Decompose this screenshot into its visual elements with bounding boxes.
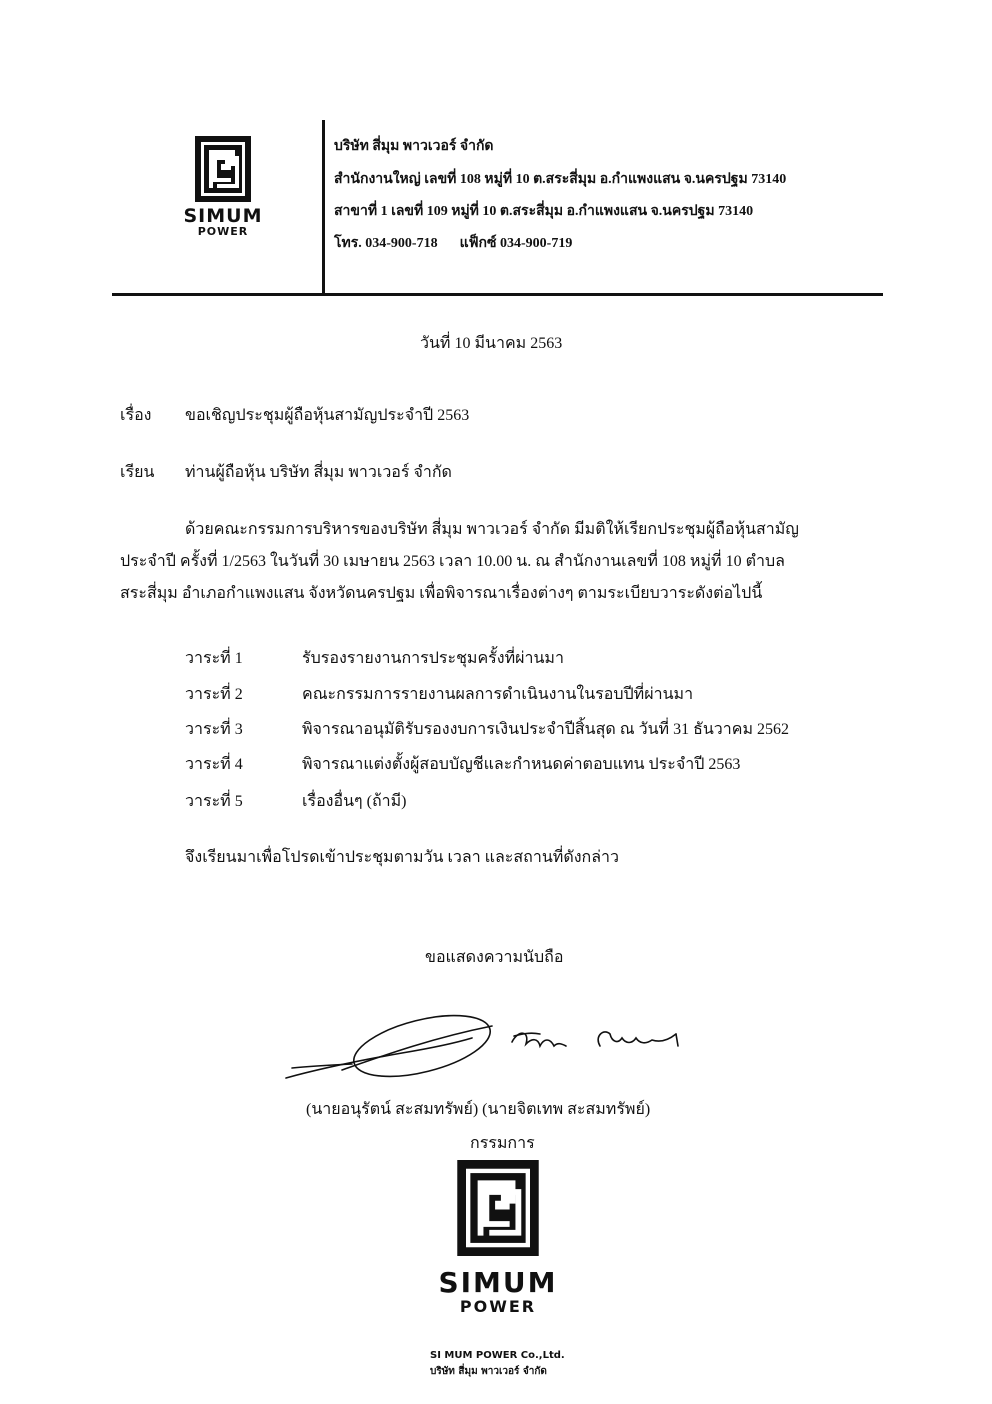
subject-label: เรื่อง — [120, 407, 152, 424]
recipient-label: เรียน — [120, 464, 155, 481]
branch-address: สาขาที่ 1 เลขที่ 109 หมู่ที่ 10 ต.สระสี่มุม อ.กำแพงแสน จ.นครปฐม 73140 — [334, 204, 754, 219]
paragraph-line: สระสี่มุม อำเภอกำแพงแสน จังหวัดนครปฐม เพื่อพิจารณาเรื่องต่างๆ ตามระเบียบวาระดังต่อไปนี้ — [120, 585, 763, 602]
stamp-word-simum: SIMUM — [438, 1266, 558, 1299]
regards: ขอแสดงความนับถือ — [425, 949, 564, 966]
agenda-number: วาระที่ 4 — [185, 756, 243, 773]
simum-logo-icon — [195, 136, 251, 202]
agenda-number: วาระที่ 1 — [185, 650, 243, 667]
agenda-text: รับรองรายงานการประชุมครั้งที่ผ่านมา — [302, 650, 564, 667]
head-office-address: สำนักงานใหญ่ เลขที่ 108 หมู่ที่ 10 ต.สระสี่มุม อ.กำแพงแสน จ.นครปฐม 73140 — [334, 172, 787, 187]
signer-names: (นายอนุรัตน์ สะสมทรัพย์) (นายจิตเทพ สะสมทรัพย์) — [306, 1101, 651, 1118]
handwritten-signatures — [282, 1008, 702, 1083]
letter-date: วันที่ 10 มีนาคม 2563 — [420, 335, 563, 352]
recipient-text: ท่านผู้ถือหุ้น บริษัท สี่มุม พาวเวอร์ จำกัด — [185, 464, 452, 481]
telephone: โทร. 034-900-718 — [334, 236, 438, 251]
agenda-number: วาระที่ 2 — [185, 686, 243, 703]
signer-role: กรรมการ — [470, 1135, 535, 1152]
company-stamp — [428, 1160, 568, 1340]
logo-word-power: POWER — [197, 225, 249, 238]
subject-text: ขอเชิญประชุมผู้ถือหุ้นสามัญประจำปี 2563 — [185, 407, 470, 424]
contact-line — [334, 232, 572, 254]
paragraph-line: ประจำปี ครั้งที่ 1/2563 ในวันที่ 30 เมษายน 2563 เวลา 10.00 น. ณ สำนักงานเลขที่ 108 หมู่ที่ 10 ตำบล — [120, 553, 785, 570]
agenda-text: เรื่องอื่นๆ (ถ้ามี) — [302, 793, 407, 810]
body-paragraph — [120, 514, 880, 610]
stamp-company-th: บริษัท สี่มุม พาวเวอร์ จำกัด — [430, 1366, 547, 1377]
agenda-text: คณะกรรมการรายงานผลการดำเนินงานในรอบปีที่ผ่านมา — [302, 686, 694, 703]
header-logo — [168, 136, 278, 256]
logo-word-simum: SIMUM — [183, 205, 263, 227]
agenda-text: พิจารณาแต่งตั้งผู้สอบบัญชีและกำหนดค่าตอบแทน ประจำปี 2563 — [302, 756, 741, 773]
fax: แฟ็กซ์ 034-900-719 — [459, 236, 573, 251]
stamp-word-power: POWER — [459, 1297, 537, 1316]
agenda-text: พิจารณาอนุมัติรับรองงบการเงินประจำปีสิ้นสุด ณ วันที่ 31 ธันวาคม 2562 — [302, 721, 789, 738]
header-vertical-rule — [322, 120, 325, 296]
agenda-number: วาระที่ 5 — [185, 793, 243, 810]
paragraph-line: ด้วยคณะกรรมการบริหารของบริษัท สี่มุม พาวเวอร์ จำกัด มีมติให้เรียกประชุมผู้ถือหุ้นสามัญ — [185, 521, 799, 538]
agenda-number: วาระที่ 3 — [185, 721, 243, 738]
header-horizontal-rule — [112, 293, 883, 296]
simum-logo-icon — [455, 1160, 541, 1256]
company-name: บริษัท สี่มุม พาวเวอร์ จำกัด — [334, 139, 494, 154]
stamp-company-en: SI MUM POWER Co.,Ltd. — [430, 1350, 565, 1361]
closing-sentence: จึงเรียนมาเพื่อโปรดเข้าประชุมตามวัน เวลา และสถานที่ดังกล่าว — [185, 849, 619, 866]
